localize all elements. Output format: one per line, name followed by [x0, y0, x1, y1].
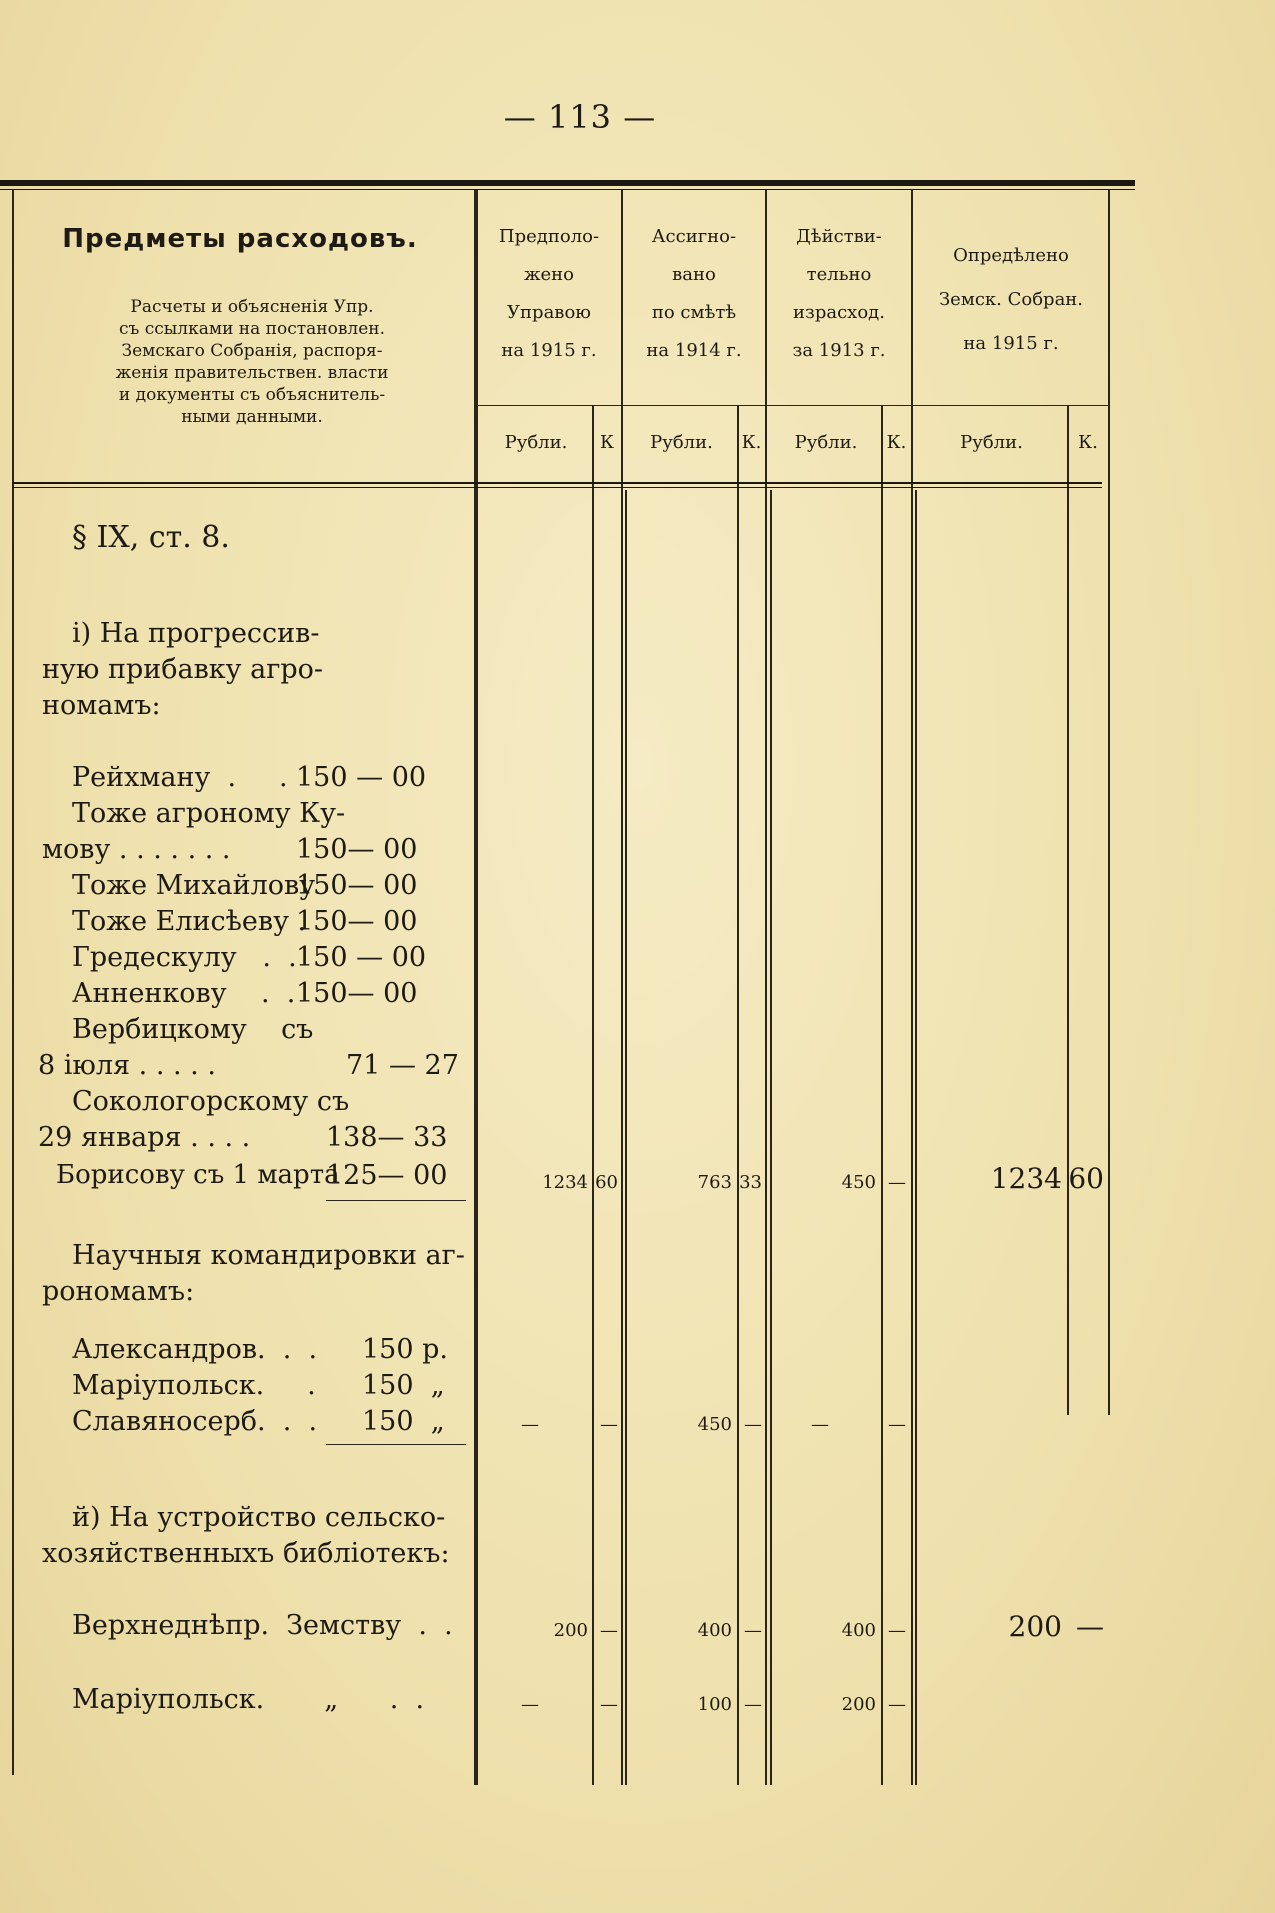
salary-label: Рейхману . . [72, 762, 288, 793]
salary-label: Гредескулу . . [72, 942, 297, 973]
table-border-left [12, 190, 14, 1775]
amount-proposed-k: — [600, 1620, 618, 1641]
column-header-line: Земск. Собран. [938, 289, 1084, 310]
header-description-line: и документы съ объяснитель- [118, 385, 386, 405]
salary-label: Тоже Елисѣеву . [72, 906, 307, 937]
header-description [62, 296, 442, 428]
column-header-line: Ассигно- [651, 226, 737, 247]
column-divider [625, 490, 627, 1785]
unit-rubles: Рубли. [504, 432, 568, 453]
amount-assigned: 400 [697, 1620, 732, 1641]
salary-value: 125— 00 [326, 1160, 448, 1191]
page-number: — 113 — [503, 98, 657, 136]
amount-spent-k: — [888, 1620, 906, 1641]
amount-determined-k: — [1076, 1610, 1104, 1643]
amount-proposed: — [521, 1414, 539, 1435]
sum-rule [326, 1200, 466, 1201]
trip-label: Славяносерб. . . [72, 1406, 318, 1437]
item-i-line: ную прибавку агро- [42, 654, 324, 685]
column-header-line: Опредѣлено [953, 245, 1069, 266]
amount-determined: 1234 [990, 1162, 1062, 1195]
amount-assigned: 100 [697, 1694, 732, 1715]
unit-rubles: Рубли. [794, 432, 858, 453]
column-header-line: Управою [507, 302, 591, 323]
salary-label: 8 іюля . . . . . [38, 1050, 216, 1081]
library-label: Маріупольск. „ . . [72, 1684, 425, 1715]
column-header-line: Дѣйстви- [796, 226, 882, 247]
amount-spent: 400 [841, 1620, 876, 1641]
salary-value: 150 — 00 [296, 762, 427, 793]
amount-assigned: 450 [697, 1414, 732, 1435]
trips-title-line: рономамъ: [42, 1276, 195, 1307]
column-divider [911, 190, 913, 1785]
top-rule-thin [0, 189, 1135, 190]
amount-spent-k: — [888, 1414, 906, 1435]
amount-assigned-k: — [744, 1694, 762, 1715]
column-header-line: по смѣтѣ [651, 302, 737, 323]
unit-kopecks: К. [741, 432, 762, 453]
trip-value: 150 „ [362, 1370, 445, 1401]
item-j-line: й) На устройство сельско- [72, 1502, 446, 1533]
library-label: Верхнеднѣпр. Земству . . [72, 1610, 453, 1641]
item-j-line: хозяйственныхъ библіотекъ: [42, 1538, 450, 1569]
amount-assigned-k: — [744, 1620, 762, 1641]
header-bottom-rule [12, 482, 1102, 484]
column-divider [765, 190, 767, 1785]
column-header-line: жено [523, 264, 575, 285]
trips-title-line: Научныя командировки аг- [72, 1240, 465, 1271]
salary-label: Сокологорскому съ [72, 1086, 350, 1117]
salary-label: Вербицкому съ [72, 1014, 314, 1045]
salary-label: Тоже агроному Ку- [72, 798, 346, 829]
unit-kopecks: К [600, 432, 614, 453]
salary-value: 150— 00 [296, 978, 418, 1009]
salary-value: 150— 00 [296, 834, 418, 865]
header-description-line: женія правительствен. власти [115, 363, 389, 383]
amount-determined: 200 [1008, 1610, 1062, 1643]
amount-assigned-k: 33 [739, 1172, 762, 1193]
amount-spent: 450 [841, 1172, 876, 1193]
column-header-line: Предполо- [498, 226, 600, 247]
amount-proposed: 200 [553, 1620, 588, 1641]
header-description-line: ными данными. [181, 407, 323, 427]
column-header-line: на 1914 г. [646, 340, 742, 361]
header-title: Предметы расходовъ. [62, 224, 418, 254]
trip-label: Александров. . . [72, 1334, 318, 1365]
salary-label: Тоже Михайлову [72, 870, 316, 901]
amount-spent-k: — [888, 1172, 906, 1193]
trip-value: 150 р. [362, 1334, 448, 1365]
header-description-line: съ ссылками на постановлен. [118, 319, 386, 339]
amount-assigned-k: — [744, 1414, 762, 1435]
amount-proposed-k: — [600, 1414, 618, 1435]
column-header-line: на 1915 г. [501, 340, 597, 361]
column-header-determined [914, 234, 1108, 366]
header-description-line: Расчеты и объясненія Упр. [130, 297, 374, 317]
salary-label: Анненкову . . [72, 978, 296, 1009]
trip-value: 150 „ [362, 1406, 445, 1437]
salary-value: 150— 00 [296, 906, 418, 937]
amount-spent: 200 [841, 1694, 876, 1715]
salary-value: 138— 33 [326, 1122, 448, 1153]
column-header-line: израсход. [793, 302, 885, 323]
column-header-line: за 1913 г. [792, 340, 886, 361]
salary-value: 150 — 00 [296, 942, 427, 973]
column-divider [915, 490, 917, 1785]
unit-kopecks: К. [1078, 432, 1098, 453]
header-subrule [476, 405, 1108, 406]
amount-proposed: 1234 [542, 1172, 588, 1193]
amount-proposed: — [521, 1694, 539, 1715]
header-description-line: Земскаго Собранія, распоря- [121, 341, 383, 361]
table-border-right [1108, 190, 1110, 1415]
amount-spent-k: — [888, 1694, 906, 1715]
top-rule [0, 180, 1135, 186]
unit-rubles: Рубли. [960, 432, 1023, 453]
amount-proposed-k: 60 [595, 1172, 618, 1193]
header-bottom-rule-thin [12, 487, 1102, 488]
column-header-line: вано [672, 264, 716, 285]
item-i-line: номамъ: [42, 690, 161, 721]
column-divider [770, 490, 772, 1785]
unit-kopecks: К. [886, 432, 907, 453]
column-divider [592, 405, 594, 1785]
amount-assigned: 763 [697, 1172, 732, 1193]
salary-label: Борисову съ 1 марта [56, 1160, 340, 1190]
column-divider [881, 405, 883, 1785]
amount-spent: — [811, 1414, 829, 1435]
section-title: § IX, ст. 8. [72, 520, 230, 555]
column-header-line: на 1915 г. [963, 333, 1059, 354]
salary-value: 150— 00 [296, 870, 418, 901]
column-divider [1067, 405, 1069, 1415]
column-header-proposed [478, 218, 620, 370]
column-header-assigned [624, 218, 764, 370]
column-divider [476, 190, 478, 1785]
sum-rule [326, 1444, 466, 1445]
column-header-spent [768, 218, 910, 370]
salary-value: 71 — 27 [346, 1050, 459, 1081]
item-i-line: і) На прогрессив- [72, 618, 320, 649]
unit-rubles: Рубли. [650, 432, 713, 453]
column-header-line: тельно [806, 264, 872, 285]
amount-proposed-k: — [600, 1694, 618, 1715]
column-divider [621, 190, 623, 1785]
salary-label: мову . . . . . . . [42, 834, 231, 865]
salary-label: 29 января . . . . [38, 1122, 251, 1153]
trip-label: Маріупольск. . [72, 1370, 316, 1401]
amount-determined-k: 60 [1068, 1162, 1104, 1195]
column-divider [737, 405, 739, 1785]
